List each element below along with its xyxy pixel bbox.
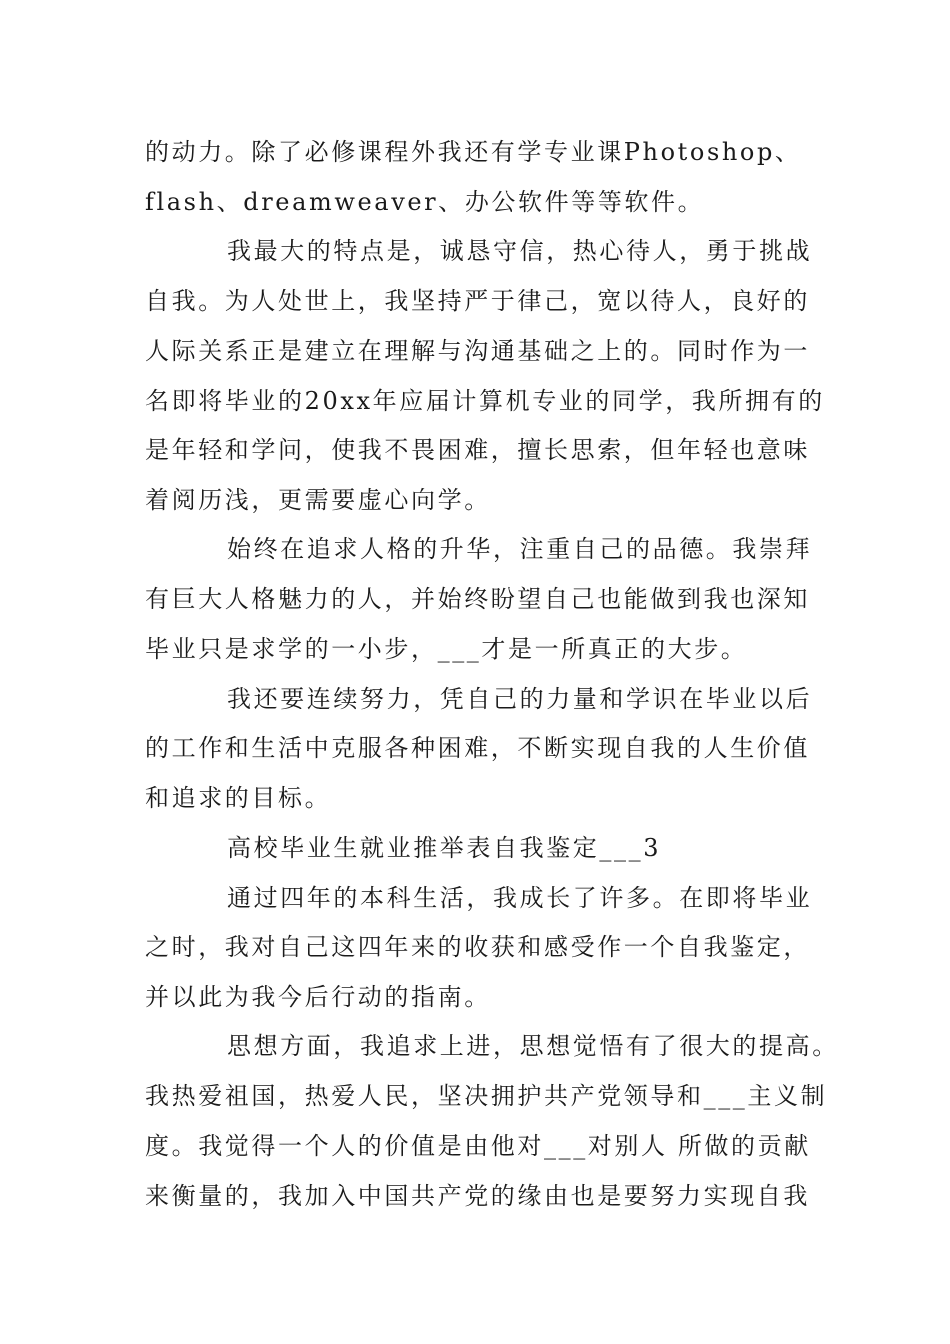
text-line: 名即将毕业的20xx年应届计算机专业的同学，我所拥有的 [145, 387, 825, 415]
text-line: 着阅历浅，更需要虚心向学。 [145, 486, 491, 514]
paragraph-first-line: 始终在追求人格的升华，注重自己的品德。我崇拜 [227, 535, 813, 563]
paragraph-first-line: 我最大的特点是，诚恳守信，热心待人，勇于挑战 [227, 237, 813, 265]
text-line: 之时，我对自己这四年来的收获和感受作一个自我鉴定， [145, 933, 810, 961]
paragraph-first-line: 通过四年的本科生活，我成长了许多。在即将毕业 [227, 884, 813, 912]
text-line: 是年轻和学问，使我不畏困难，擅长思索，但年轻也意味 [145, 436, 810, 464]
section-heading: 高校毕业生就业推举表自我鉴定___3 [227, 834, 662, 862]
text-line: 来衡量的，我加入中国共产党的缘由也是要努力实现自我 [145, 1182, 810, 1210]
text-line: 毕业只是求学的一小步，___才是一所真正的大步。 [145, 635, 748, 663]
text-line: 的工作和生活中克服各种困难，不断实现自我的人生价值 [145, 734, 810, 762]
text-line: 自我。为人处世上，我坚持严于律己，宽以待人，良好的 [145, 287, 810, 315]
text-line: 度。我觉得一个人的价值是由他对___对别人 所做的贡献 [145, 1132, 811, 1160]
text-line: flash、dreamweaver、办公软件等等软件。 [145, 188, 705, 216]
text-line: 有巨大人格魅力的人，并始终盼望自己也能做到我也深知 [145, 585, 810, 613]
text-line: 和追求的目标。 [145, 784, 332, 812]
text-line: 并以此为我今后行动的指南。 [145, 983, 491, 1011]
text-line: 人际关系正是建立在理解与沟通基础之上的。同时作为一 [145, 337, 810, 365]
text-line: 我热爱祖国，热爱人民，坚决拥护共产党领导和___主义制 [145, 1082, 828, 1110]
paragraph-first-line: 我还要连续努力，凭自己的力量和学识在毕业以后 [227, 685, 813, 713]
text-line: 的动力。除了必修课程外我还有学专业课Photoshop、 [145, 138, 802, 166]
paragraph-first-line: 思想方面，我追求上进，思想觉悟有了很大的提高。 [227, 1032, 839, 1060]
